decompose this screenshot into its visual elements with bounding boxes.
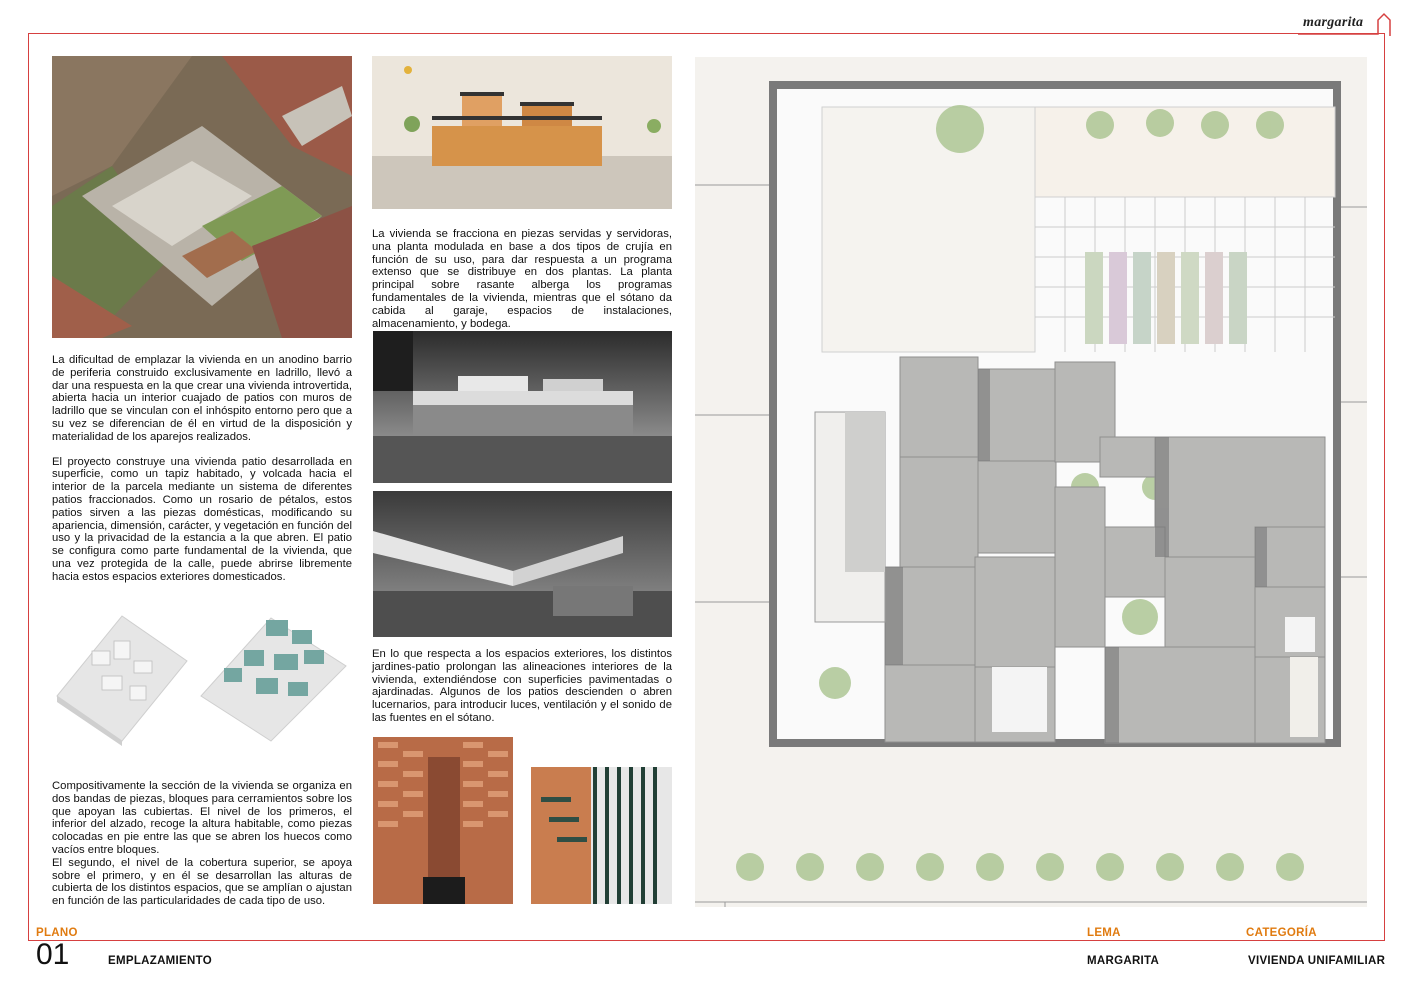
text-intro: La dificultad de emplazar la vivienda en un anodino barrio de periferia construido exclusivamente en ladrillo, llevó a dar una respuesta en la que crear una vivienda introvertida, abierta hacia un interior cuajado de patios con muros de ladrillo que se vinculan con el inhóspito entorno pero que a su vez se diferencian de él en virtud de la disposición y materialidad de los aparejos realizados. El proyecto construye una vivienda patio desarrollada en superficie, como un tapiz habitado, y volcada hacia el interior de la parcela mediante un sistema de diferentes patios fraccionados. Como un rosario de pétalos, estos patios sirven a las piezas domésticas, modificando su apariencia, dimensión, carácter, y vegetación en función del uso y la privacidad de la estancia a la que abren. El patio se configura como parte fundamental de la vivienda, que una vez protegida de la calle, puede abrirse libremente hacia estos espacios exteriores domesticados. <box>52 354 352 583</box>
plano-title: EMPLAZAMIENTO <box>108 955 212 967</box>
plano-number: 01 <box>36 938 70 971</box>
bw-photo-exterior <box>373 331 672 483</box>
brick-lattice-patio-photo <box>373 737 513 904</box>
lema-value: MARGARITA <box>1087 955 1160 967</box>
categoria-value: VIVIENDA UNIFAMILIAR <box>1248 955 1386 967</box>
text-section-2: El segundo, el nivel de la cobertura superior, se apoya sobre el primero, y en él se desarrollan las alturas de cubierta de los distintos espacios, que se amplían o ajustan en función de las particularidades de cada tipo de uso. <box>52 856 352 908</box>
plano-label: PLANO <box>36 927 78 939</box>
text-patio: El proyecto construye una vivienda patio desarrollada en superficie, como un tapiz habitado, y volcada hacia el interior de la parcela mediante un sistema de diferentes patios fraccionados. Como un rosario de pétalos, estos patios sirven a las piezas domésticas, modificando su apariencia, dimensión, carácter, y vegetación en función del uso y la privacidad de la estancia a la que abren. El patio se configura como parte fundamental de la vivienda, que una vez protegida de la calle, puede abrirse libremente hacia estos espacios exteriores domesticados. <box>52 455 352 583</box>
text-section: Compositivamente la sección de la vivienda se organiza en dos bandas de piezas, bloques para cerramientos sobre los que apoyan las cubiertas. El nivel de los primeros, el inferior del alzado, recoge la altura habitable, como piezas colocadas en pie entre las que se abren los huecos como vacíos entre bloques. El segundo, el nivel de la cobertura superior, se apoya sobre el primero, y en él se desarrollan las alturas de cubierta de los distintos espacios, que se amplían o ajustan en función de las particularidades de cada tipo de uso. <box>52 780 352 908</box>
watercolor-section-drawing <box>372 56 672 209</box>
logo-text: margarita <box>1303 15 1364 30</box>
categoria-label: CATEGORÍA <box>1246 927 1317 939</box>
white-model-photo <box>52 606 192 746</box>
text-pieces: La vivienda se fracciona en piezas servidas y servidoras, una planta modulada en base a dos tipos de crujía en función de su uso, para dar respuesta a un programa extenso que se distribuye en dos plantas. La planta principal sobre rasante alberga los programas fundamentales de la vivienda, mientras que el sótano da cabida al garaje, espacios de instalaciones, almacenamiento, y bodega. <box>372 228 672 330</box>
text-exteriors: En lo que respecta a los espacios exteriores, los distintos jardines-patio prolongan las alineaciones interiores de la vivienda, extendiéndose con superficies pavimentadas o ajardinadas. Algunos de los patios descienden o abren lucernarios, para introducir luces, ventilación y el sonido de las fuentes en el sótano. <box>372 648 672 724</box>
site-plan-drawing <box>695 57 1367 907</box>
colored-model-photo <box>196 606 352 746</box>
aerial-photo <box>52 56 352 338</box>
steel-stair-screen-photo <box>531 767 672 904</box>
bw-photo-cantilever <box>373 491 672 637</box>
lema-label: LEMA <box>1087 927 1121 939</box>
